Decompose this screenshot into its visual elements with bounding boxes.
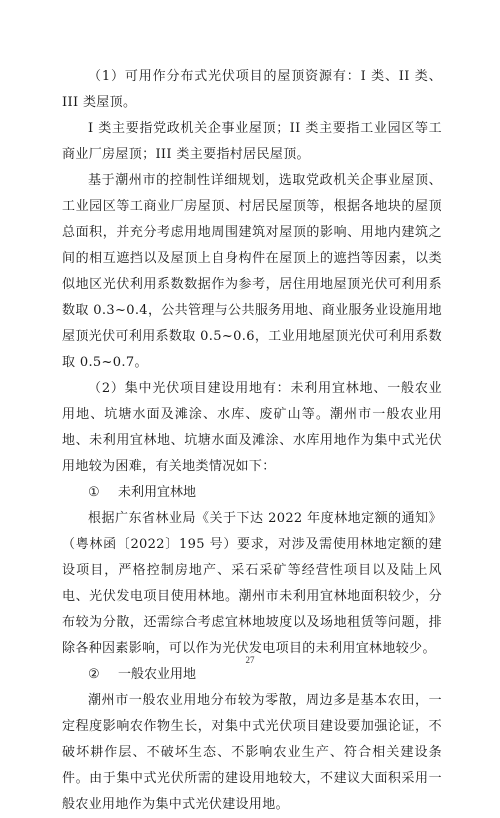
paragraph-roof-resources: （1）可用作分布式光伏项目的屋顶资源有：I 类、II 类、III 类屋顶。 (62, 69, 442, 110)
subheading-number: ② (88, 667, 100, 682)
paragraph-roof-coefficients: 基于潮州市的控制性详细规划，选取党政机关企事业屋顶、工业园区等工商业厂房屋顶、村居民屋顶等，根据各地块的屋顶总面积，并充分考虑用地周围建筑对屋顶的影响、用地内建筑之间的相互遮挡以及屋顶上自身构件在屋顶上的遮挡等因素，以类似地区光伏利用系数数据作为参考，居住用地屋顶光伏可利用系数取 0.3~0.4，公共管理与公共服务用地、商业服务业设施用地屋顶光伏可利用系数取 0.5~0.6，工业用地屋顶光伏可利用系数取 0.5~0.7。 (62, 173, 442, 370)
paragraph-roof-categories: I 类主要指党政机关企事业屋顶；II 类主要指工业园区等工商业厂房屋顶；III 类主要指村居民屋顶。 (62, 121, 442, 162)
document-body (62, 64, 442, 818)
paragraph-centralized-land: （2）集中光伏项目建设用地有：未利用宜林地、一般农业用地、坑塘水面及滩涂、水库、废矿山等。潮州市一般农业用地、未利用宜林地、坑塘水面及滩涂、水库用地作为集中式光伏用地较为困难，有关地类情况如下： (62, 381, 442, 474)
subheading-general-agricultural-land (62, 662, 442, 688)
paragraph-agricultural-land: 潮州市一般农业用地分布较为零散，周边多是基本农田，一定程度影响农作物生长，对集中式光伏项目建设要加强论证，不破坏耕作层、不破坏生态、不影响农业生产、符合相关建设条件。由于集中式光伏所需的建设用地较大，不建议大面积采用一般农业用地作为集中式光伏建设用地。 (62, 693, 442, 812)
subheading-title: 一般农业用地 (118, 667, 197, 682)
subheading-number: ① (88, 485, 100, 500)
page-number: 27 (245, 655, 255, 665)
paragraph-forest-land: 根据广东省林业局《关于下达 2022 年度林地定额的通知》（粤林函〔2022〕195 号）要求，对涉及需使用林地定额的建设项目，严格控制房地产、采石采矿等经营性项目以及陆上风电、光伏发电项目使用林地。潮州市未利用宜林地面积较少，分布较为分散，还需综合考虑宜林地坡度以及场地租赁等问题，排除各种因素影响，可以作为光伏发电项目的未利用宜林地较少。 (62, 511, 442, 656)
subheading-title: 未利用宜林地 (118, 485, 197, 500)
subheading-unused-forest-land (62, 480, 442, 506)
